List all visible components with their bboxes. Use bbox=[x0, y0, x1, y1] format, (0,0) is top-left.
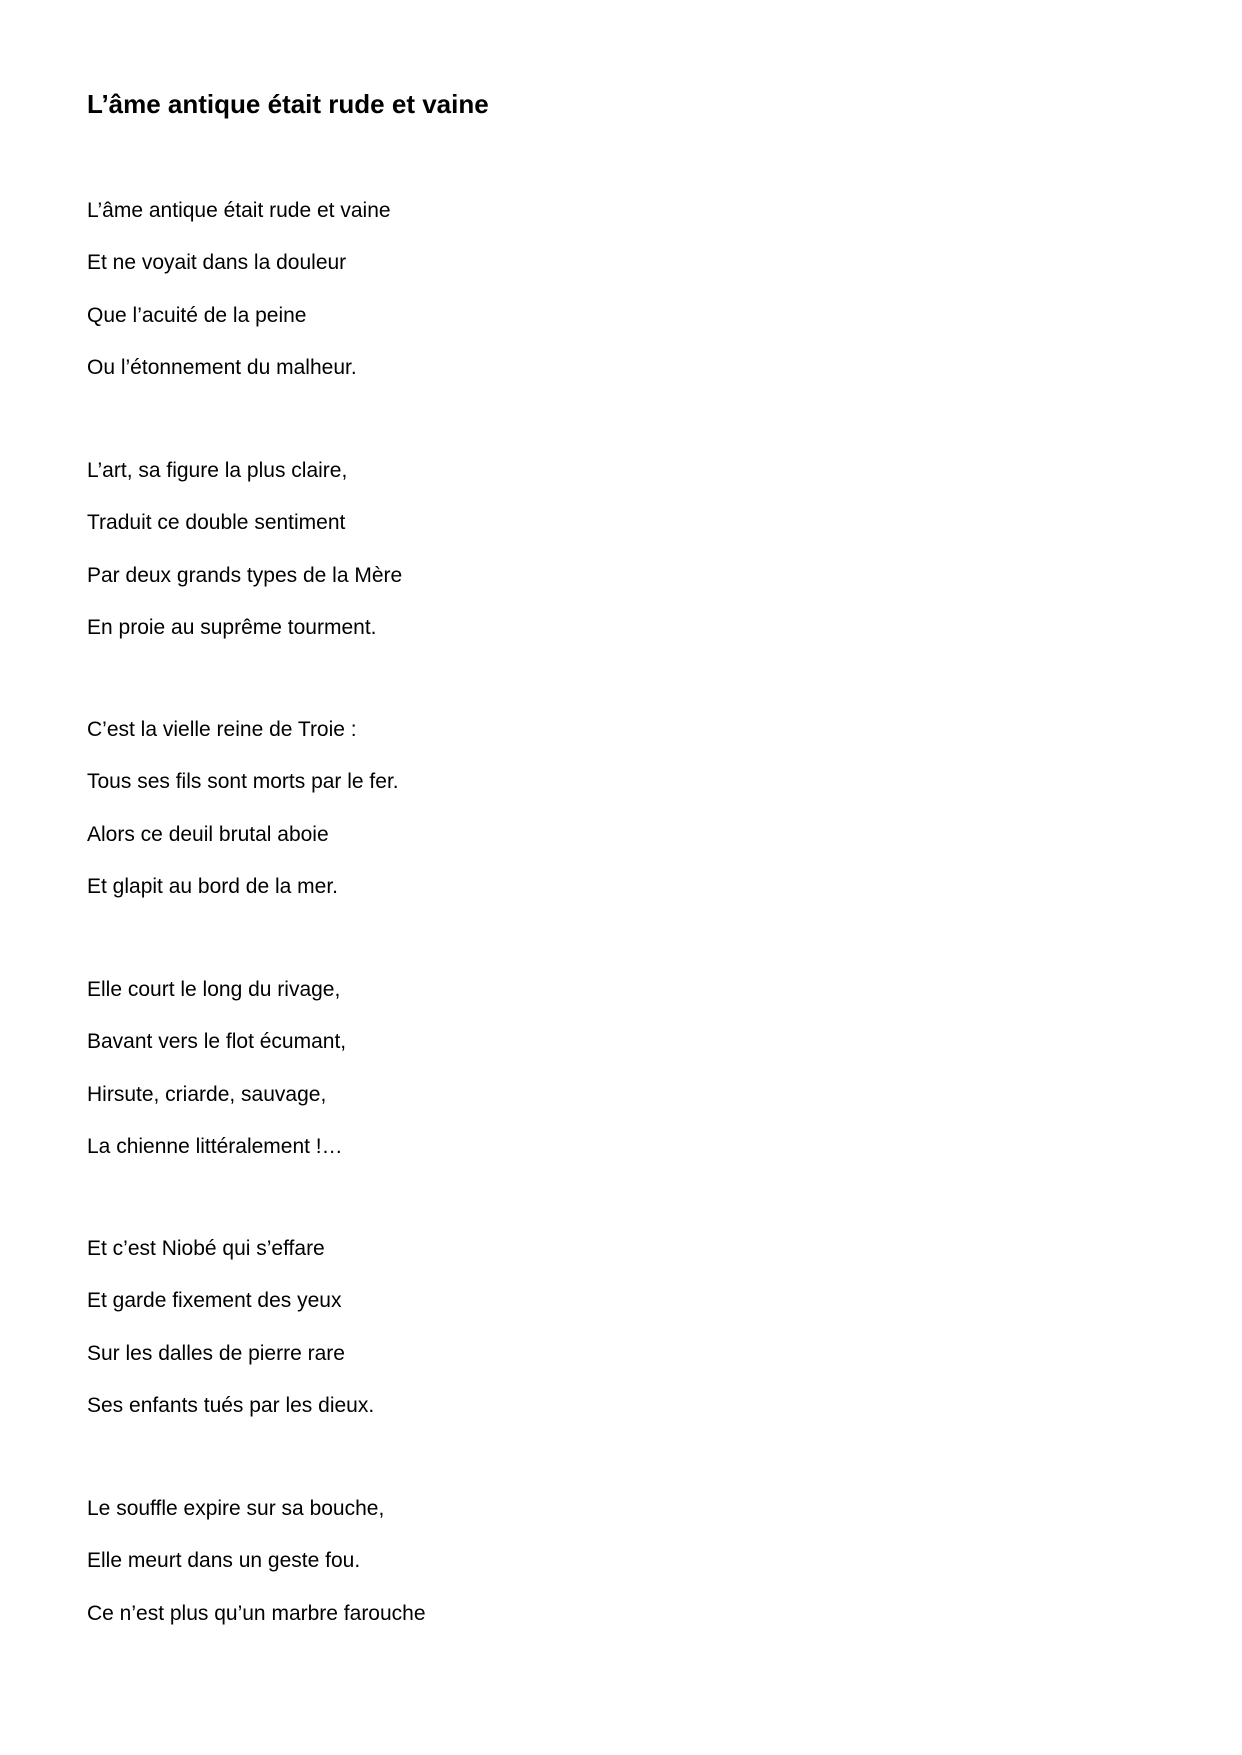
verse-line: L’art, sa figure la plus claire, bbox=[87, 459, 348, 482]
stanza bbox=[87, 456, 987, 665]
verse-line: Elle court le long du rivage, bbox=[87, 978, 341, 1001]
stanza bbox=[87, 1234, 987, 1443]
verse-line: Et ne voyait dans la douleur bbox=[87, 251, 347, 275]
verse-line: L’âme antique était rude et vaine bbox=[87, 199, 391, 222]
verse-line: Ce n’est plus qu’un marbre farouche bbox=[87, 1601, 426, 1625]
verse-line: Par deux grands types de la Mère bbox=[87, 563, 403, 587]
verse-line: Sur les dalles de pierre rare bbox=[87, 1341, 345, 1365]
stanza bbox=[87, 1494, 987, 1651]
verse-line: C’est la vielle reine de Troie : bbox=[87, 718, 357, 741]
stanza bbox=[87, 196, 987, 405]
verse-line: Ou l’étonnement du malheur. bbox=[87, 355, 357, 379]
verse-line: Bavant vers le flot écumant, bbox=[87, 1030, 347, 1054]
verse-line: Elle meurt dans un geste fou. bbox=[87, 1549, 361, 1573]
verse-line: Traduit ce double sentiment bbox=[87, 511, 346, 535]
verse-line: Tous ses fils sont morts par le fer. bbox=[87, 770, 399, 794]
verse-line: Ses enfants tués par les dieux. bbox=[87, 1393, 375, 1417]
verse-line: Et glapit au bord de la mer. bbox=[87, 874, 338, 898]
verse-line: Que l’acuité de la peine bbox=[87, 303, 307, 327]
verse-line: Le souffle expire sur sa bouche, bbox=[87, 1497, 385, 1520]
verse-line: Et c’est Niobé qui s’effare bbox=[87, 1237, 325, 1260]
poem-title: L’âme antique était rude et vaine bbox=[87, 89, 489, 119]
stanza bbox=[87, 715, 987, 924]
verse-line: La chienne littéralement !… bbox=[87, 1134, 343, 1158]
verse-line: Hirsute, criarde, sauvage, bbox=[87, 1082, 327, 1106]
verse-line: Alors ce deuil brutal aboie bbox=[87, 822, 329, 846]
stanza bbox=[87, 975, 987, 1184]
verse-line: En proie au suprême tourment. bbox=[87, 615, 377, 639]
verse-line: Et garde fixement des yeux bbox=[87, 1289, 342, 1313]
